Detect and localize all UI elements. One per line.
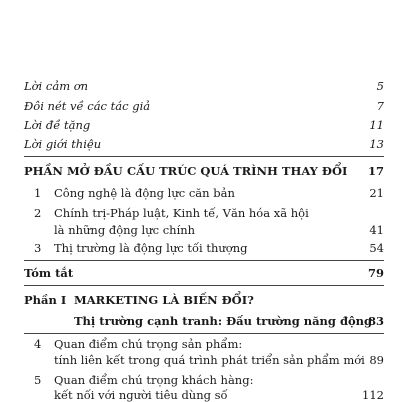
toc-entry-title: Lời đề tặng [24,118,91,132]
summary-title: Tóm tắt [24,266,74,280]
toc-entry-dedication[interactable] [24,118,384,132]
chapter-number: 1 [34,186,42,200]
toc-page-number: 11 [369,118,384,132]
part-label: Phần I [24,293,67,307]
chapter-number: 5 [34,373,42,387]
toc-page-number: 41 [369,223,384,237]
toc-entry-introduction[interactable] [24,137,384,151]
toc-entry-about-authors[interactable] [24,99,384,113]
part-subtitle: Thị trường cạnh tranh: Đấu trường năng động [74,314,373,328]
chapter-title-continued: kết nối với người tiêu dùng số [54,388,228,402]
part-title: MARKETING LÀ BIẾN ĐỔI? [74,293,254,307]
chapter-number: 4 [34,337,42,351]
section-title: CẤU TRÚC QUÁ TRÌNH THAY ĐỔI [127,164,348,178]
chapter-title: Công nghệ là động lực căn bản [54,186,235,200]
toc-page-number: 5 [376,79,384,93]
divider [24,333,384,334]
divider [24,260,384,261]
divider [24,285,384,286]
toc-summary[interactable] [24,266,384,280]
toc-entry-title: Lời cảm ơn [24,79,89,93]
toc-page-number: 54 [369,241,384,255]
toc-entry-acknowledgements[interactable] [24,79,384,93]
chapter-title-continued: là những động lực chính [54,223,196,237]
toc-page-number: 21 [369,186,384,200]
toc-page-number: 112 [362,388,384,402]
chapter-title: Quan điểm chú trọng sản phẩm: [54,337,243,351]
toc-page-number: 89 [369,353,384,367]
toc-page-number: 17 [367,164,384,178]
chapter-title: Chính trị-Pháp luật, Kinh tế, Văn hóa xã hội [54,206,309,220]
toc-entry-title: Lời giới thiệu [24,137,102,151]
chapter-number: 2 [34,206,42,220]
toc-page-number: 7 [376,99,384,113]
toc-page-number: 79 [367,266,384,280]
toc-page-number: 13 [369,137,384,151]
toc-entry-title: Đôi nét về các tác giả [24,99,151,113]
divider [24,156,384,157]
chapter-title: Quan điểm chú trọng khách hàng: [54,373,254,387]
chapter-title-continued: tính liên kết trong quá trình phát triển sản phẩm mới [54,353,365,367]
chapter-number: 3 [34,241,42,255]
toc-page-number: 83 [367,314,384,328]
section-label: PHẦN MỞ ĐẦU [24,164,123,178]
chapter-title: Thị trường là động lực tối thượng [54,241,248,255]
